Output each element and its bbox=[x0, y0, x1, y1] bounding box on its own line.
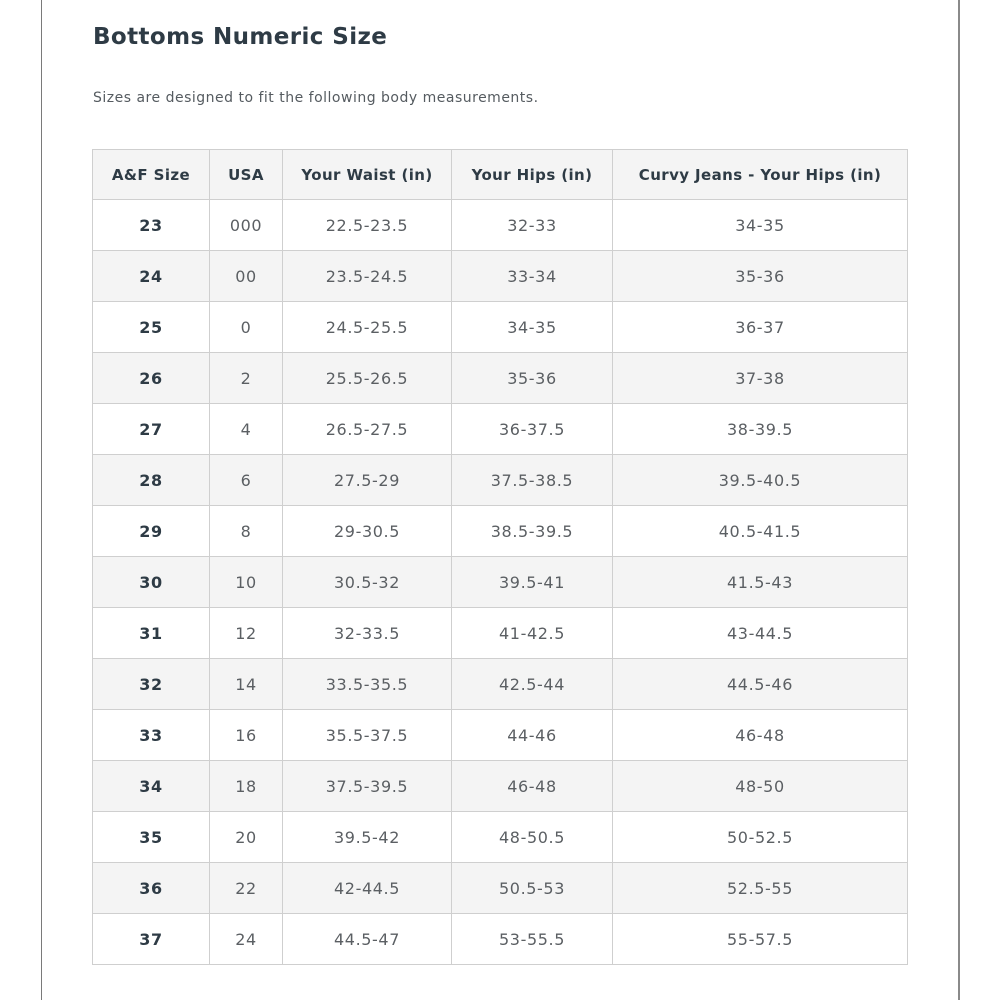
usa-size-cell: 20 bbox=[210, 812, 283, 863]
table-row bbox=[93, 761, 908, 812]
left-border-line bbox=[41, 0, 42, 1000]
waist-cell: 27.5-29 bbox=[283, 455, 452, 506]
table-row bbox=[93, 608, 908, 659]
curvy-hips-cell: 43-44.5 bbox=[613, 608, 908, 659]
table-row bbox=[93, 506, 908, 557]
curvy-hips-cell: 35-36 bbox=[613, 251, 908, 302]
usa-size-cell: 0 bbox=[210, 302, 283, 353]
waist-cell: 22.5-23.5 bbox=[283, 200, 452, 251]
table-row bbox=[93, 353, 908, 404]
curvy-hips-cell: 55-57.5 bbox=[613, 914, 908, 965]
waist-cell: 30.5-32 bbox=[283, 557, 452, 608]
af-size-cell: 29 bbox=[93, 506, 210, 557]
usa-size-cell: 24 bbox=[210, 914, 283, 965]
curvy-hips-cell: 39.5-40.5 bbox=[613, 455, 908, 506]
curvy-hips-cell: 50-52.5 bbox=[613, 812, 908, 863]
hips-cell: 50.5-53 bbox=[452, 863, 613, 914]
hips-cell: 32-33 bbox=[452, 200, 613, 251]
af-size-cell: 23 bbox=[93, 200, 210, 251]
hips-cell: 35-36 bbox=[452, 353, 613, 404]
usa-size-cell: 12 bbox=[210, 608, 283, 659]
table-row bbox=[93, 914, 908, 965]
af-size-cell: 35 bbox=[93, 812, 210, 863]
header-af-size: A&F Size bbox=[93, 150, 210, 200]
curvy-hips-cell: 44.5-46 bbox=[613, 659, 908, 710]
waist-cell: 39.5-42 bbox=[283, 812, 452, 863]
hips-cell: 42.5-44 bbox=[452, 659, 613, 710]
hips-cell: 33-34 bbox=[452, 251, 613, 302]
waist-cell: 42-44.5 bbox=[283, 863, 452, 914]
af-size-cell: 26 bbox=[93, 353, 210, 404]
waist-cell: 35.5-37.5 bbox=[283, 710, 452, 761]
table-row bbox=[93, 557, 908, 608]
af-size-cell: 36 bbox=[93, 863, 210, 914]
curvy-hips-cell: 38-39.5 bbox=[613, 404, 908, 455]
page-subtitle: Sizes are designed to fit the following body measurements. bbox=[93, 90, 539, 106]
hips-cell: 41-42.5 bbox=[452, 608, 613, 659]
header-waist: Your Waist (in) bbox=[283, 150, 452, 200]
hips-cell: 39.5-41 bbox=[452, 557, 613, 608]
af-size-cell: 33 bbox=[93, 710, 210, 761]
table-row bbox=[93, 404, 908, 455]
af-size-cell: 24 bbox=[93, 251, 210, 302]
header-hips: Your Hips (in) bbox=[452, 150, 613, 200]
size-chart-table bbox=[92, 149, 908, 965]
hips-cell: 44-46 bbox=[452, 710, 613, 761]
header-usa: USA bbox=[210, 150, 283, 200]
hips-cell: 53-55.5 bbox=[452, 914, 613, 965]
usa-size-cell: 22 bbox=[210, 863, 283, 914]
usa-size-cell: 8 bbox=[210, 506, 283, 557]
usa-size-cell: 000 bbox=[210, 200, 283, 251]
af-size-cell: 37 bbox=[93, 914, 210, 965]
waist-cell: 44.5-47 bbox=[283, 914, 452, 965]
table-header-row bbox=[93, 150, 908, 200]
usa-size-cell: 00 bbox=[210, 251, 283, 302]
right-border-line bbox=[958, 0, 960, 1000]
waist-cell: 29-30.5 bbox=[283, 506, 452, 557]
waist-cell: 23.5-24.5 bbox=[283, 251, 452, 302]
table-row bbox=[93, 659, 908, 710]
table-body bbox=[93, 200, 908, 965]
table-row bbox=[93, 710, 908, 761]
waist-cell: 33.5-35.5 bbox=[283, 659, 452, 710]
header-curvy-hips: Curvy Jeans - Your Hips (in) bbox=[613, 150, 908, 200]
usa-size-cell: 4 bbox=[210, 404, 283, 455]
waist-cell: 24.5-25.5 bbox=[283, 302, 452, 353]
waist-cell: 32-33.5 bbox=[283, 608, 452, 659]
hips-cell: 34-35 bbox=[452, 302, 613, 353]
curvy-hips-cell: 52.5-55 bbox=[613, 863, 908, 914]
curvy-hips-cell: 48-50 bbox=[613, 761, 908, 812]
usa-size-cell: 2 bbox=[210, 353, 283, 404]
waist-cell: 37.5-39.5 bbox=[283, 761, 452, 812]
af-size-cell: 28 bbox=[93, 455, 210, 506]
af-size-cell: 32 bbox=[93, 659, 210, 710]
page-title: Bottoms Numeric Size bbox=[93, 24, 388, 50]
hips-cell: 48-50.5 bbox=[452, 812, 613, 863]
waist-cell: 25.5-26.5 bbox=[283, 353, 452, 404]
af-size-cell: 25 bbox=[93, 302, 210, 353]
curvy-hips-cell: 37-38 bbox=[613, 353, 908, 404]
af-size-cell: 27 bbox=[93, 404, 210, 455]
table-row bbox=[93, 302, 908, 353]
hips-cell: 46-48 bbox=[452, 761, 613, 812]
af-size-cell: 31 bbox=[93, 608, 210, 659]
curvy-hips-cell: 41.5-43 bbox=[613, 557, 908, 608]
table-row bbox=[93, 863, 908, 914]
af-size-cell: 34 bbox=[93, 761, 210, 812]
table-row bbox=[93, 455, 908, 506]
af-size-cell: 30 bbox=[93, 557, 210, 608]
waist-cell: 26.5-27.5 bbox=[283, 404, 452, 455]
usa-size-cell: 18 bbox=[210, 761, 283, 812]
hips-cell: 38.5-39.5 bbox=[452, 506, 613, 557]
hips-cell: 36-37.5 bbox=[452, 404, 613, 455]
usa-size-cell: 10 bbox=[210, 557, 283, 608]
hips-cell: 37.5-38.5 bbox=[452, 455, 613, 506]
table-row bbox=[93, 200, 908, 251]
curvy-hips-cell: 46-48 bbox=[613, 710, 908, 761]
table-row bbox=[93, 251, 908, 302]
curvy-hips-cell: 40.5-41.5 bbox=[613, 506, 908, 557]
usa-size-cell: 14 bbox=[210, 659, 283, 710]
usa-size-cell: 6 bbox=[210, 455, 283, 506]
curvy-hips-cell: 36-37 bbox=[613, 302, 908, 353]
curvy-hips-cell: 34-35 bbox=[613, 200, 908, 251]
usa-size-cell: 16 bbox=[210, 710, 283, 761]
table-row bbox=[93, 812, 908, 863]
